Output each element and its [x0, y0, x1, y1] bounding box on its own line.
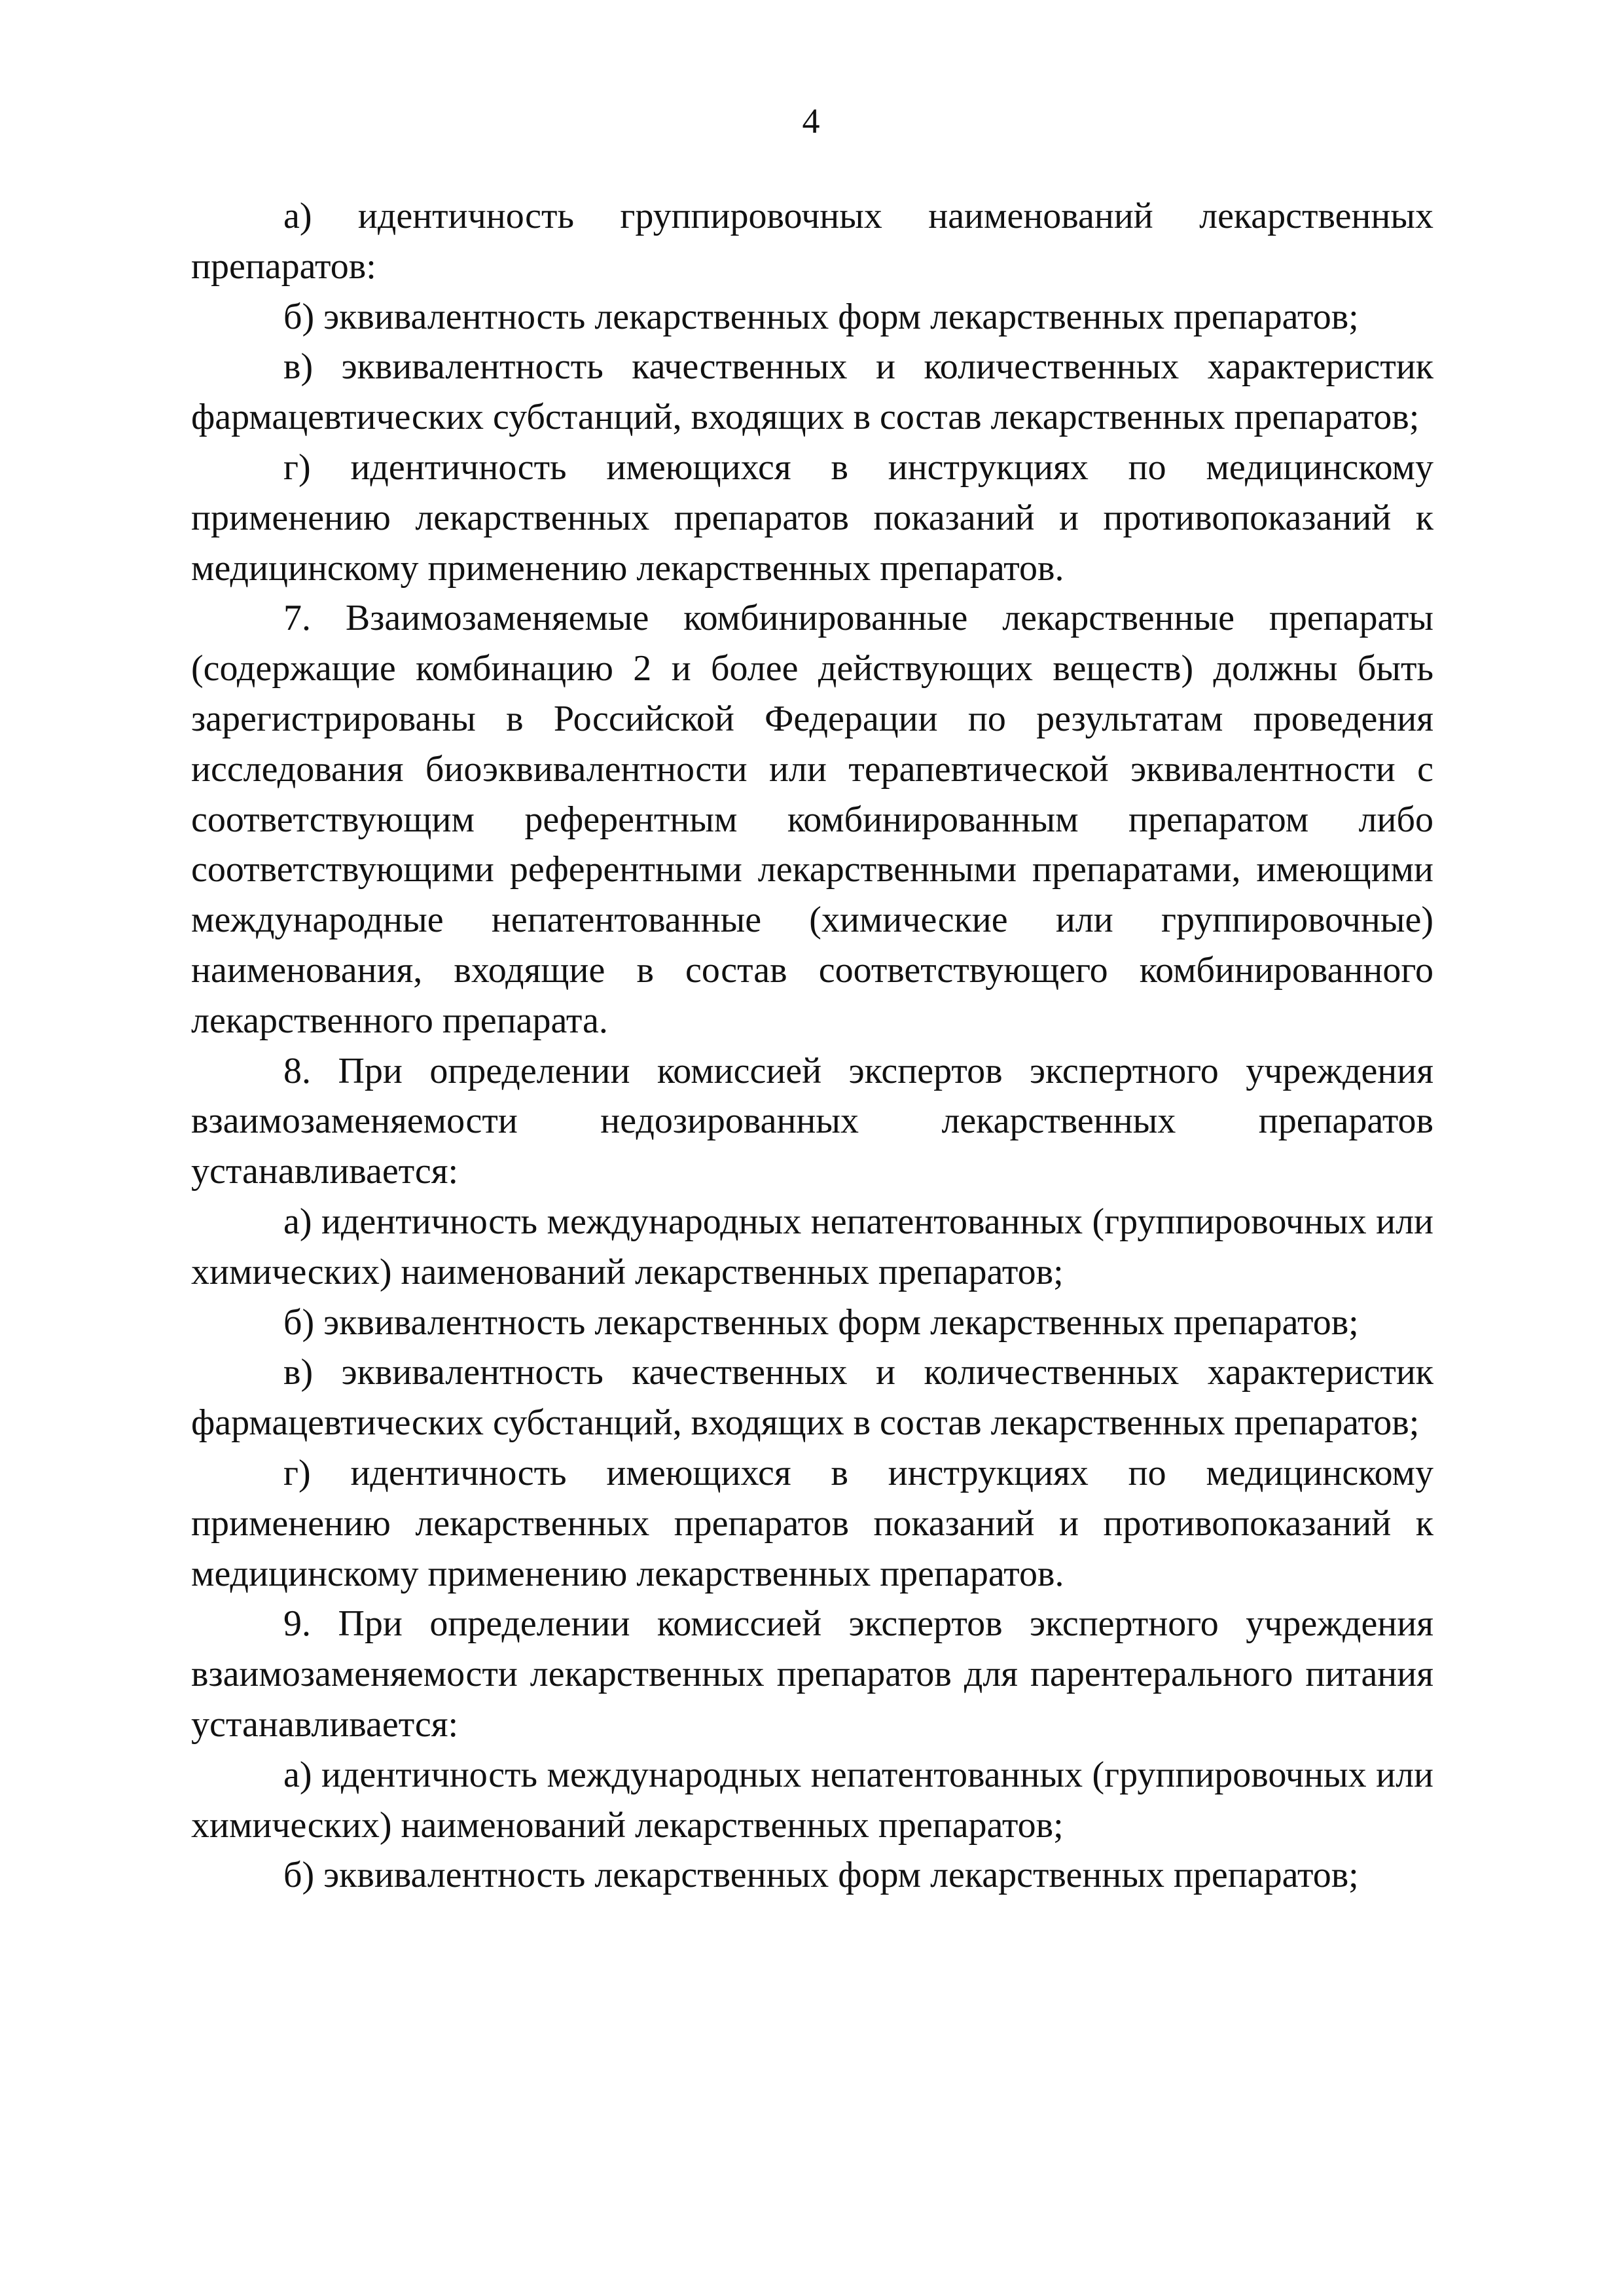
paragraph-8b: б) эквивалентность лекарственных форм лекарственных препаратов; [283, 1302, 1359, 1343]
paragraph-6a: а) идентичность группировочных наименований лекарственных препаратов: [191, 196, 1433, 287]
paragraph-6g: г) идентичность имеющихся в инструкциях по медицинскому применению лекарственных препаратов показаний и противопоказаний к медицинскому применению лекарственных препаратов. [191, 446, 1433, 589]
document-body [191, 191, 1433, 1901]
paragraph-6v: в) эквивалентность качественных и количественных характеристик фармацевтических субстанций, входящих в состав лекарственных препаратов; [191, 346, 1433, 438]
paragraph-9a: а) идентичность международных непатентованных (группировочных или химических) наименований лекарственных препаратов; [191, 1754, 1433, 1846]
paragraph-8v: в) эквивалентность качественных и количественных характеристик фармацевтических субстанций, входящих в состав лекарственных препаратов; [191, 1352, 1433, 1444]
paragraph-8g: г) идентичность имеющихся в инструкциях по медицинскому применению лекарственных препаратов показаний и противопоказаний к медицинскому применению лекарственных препаратов. [191, 1452, 1433, 1594]
paragraph-9b: б) эквивалентность лекарственных форм лекарственных препаратов; [283, 1855, 1359, 1896]
paragraph-6b: б) эквивалентность лекарственных форм лекарственных препаратов; [283, 296, 1359, 337]
paragraph-7: 7. Взаимозаменяемые комбинированные лекарственные препараты (содержащие комбинацию 2 и более действующих веществ) должны быть зарегистрированы в Российской Федерации по результатам проведения исследования биоэквивалентности или терапевтической эквивалентности с соответствующим референтным комбинированным препаратом либо соответствующими референтными лекарственными препаратами, имеющими международные непатентованные (химические или группировочные) наименования, входящие в состав соответствующего комбинированного лекарственного препарата. [191, 598, 1433, 1041]
paragraph-8: 8. При определении комиссией экспертов экспертного учреждения взаимозаменяемости недозированных лекарственных препаратов устанавливается: [191, 1050, 1433, 1192]
paragraph-9: 9. При определении комиссией экспертов экспертного учреждения взаимозаменяемости лекарственных препаратов для парентерального питания устанавливается: [191, 1603, 1433, 1745]
page-number: 4 [802, 101, 820, 141]
paragraph-8a: а) идентичность международных непатентованных (группировочных или химических) наименований лекарственных препаратов; [191, 1201, 1433, 1292]
